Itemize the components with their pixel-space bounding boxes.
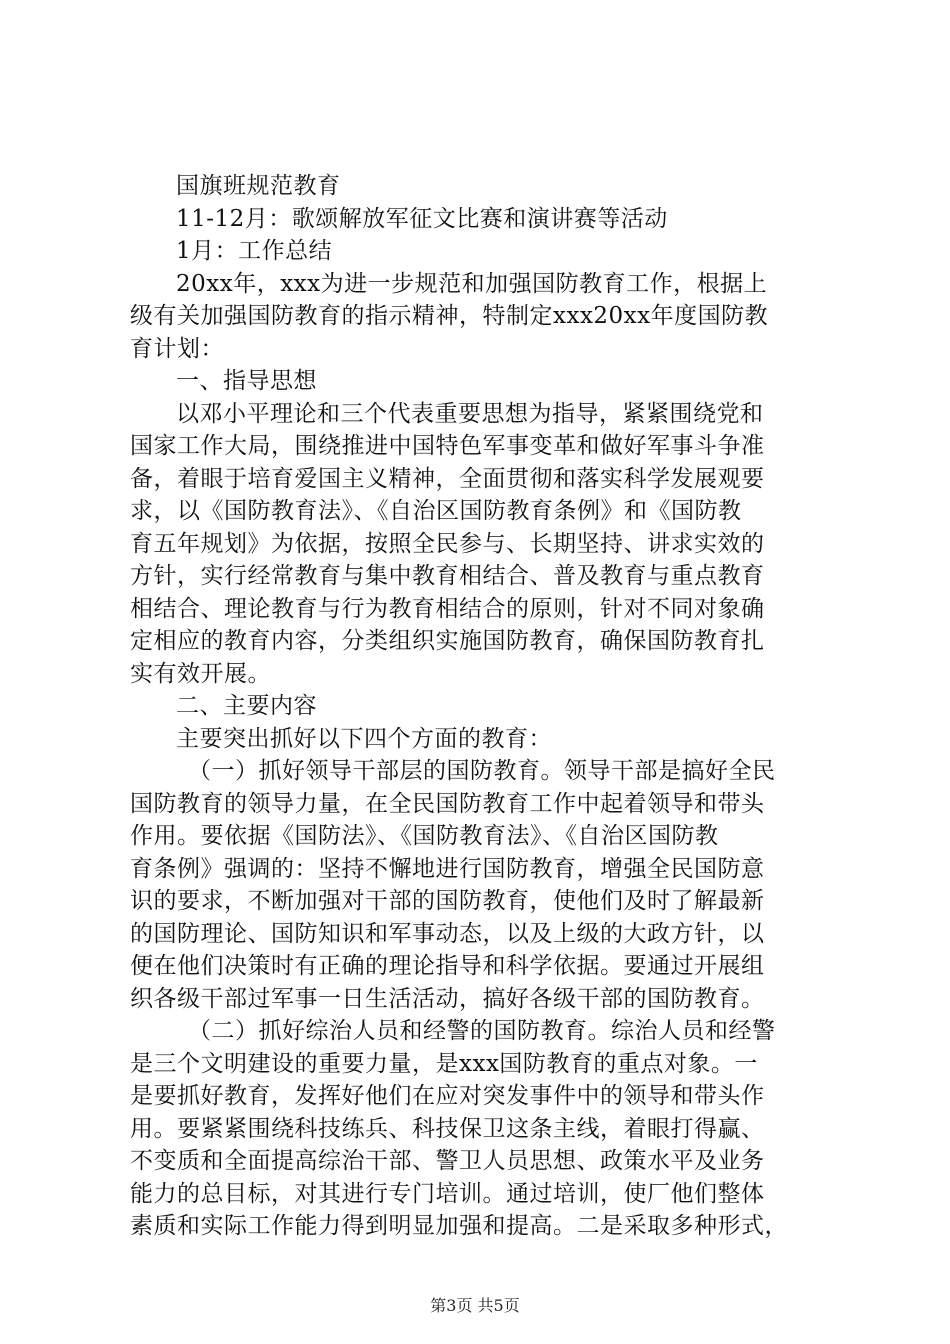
text-line: 能力的总目标，对其进行专门培训。通过培训，使厂他们整体 — [130, 1180, 765, 1207]
text-line: 方针，实行经常教育与集中教育相结合、普及教育与重点教育 — [130, 563, 765, 589]
section-heading: 一、指导思想 — [176, 368, 317, 394]
text-line: 育条例》强调的：坚持不懈地进行国防教育，增强全民国防意 — [130, 855, 765, 882]
section-heading: 二、主要内容 — [176, 693, 317, 719]
text-line: 素质和实际工作能力得到明显加强和提高。二是采取多种形式， — [130, 1213, 788, 1239]
text-line: （二）抓好综治人员和经警的国防教育。综治人员和经警 — [188, 1018, 776, 1044]
text-line: 作用。要依据《国防法》、《国防教育法》、《自治区国防教 — [130, 823, 719, 849]
text-line: 求，以《国防教育法》、《自治区国防教育条例》和《国防教 — [130, 498, 742, 524]
text-line: 育五年规划》为依据，按照全民参与、长期坚持、讲求实效的 — [130, 530, 765, 557]
text-line: 备，着眼于培育爱国主义精神，全面贯彻和落实科学发展观要 — [130, 465, 765, 492]
page-number-footer: 第3页 共5页 — [430, 1296, 520, 1315]
text-line: 实有效开展。 — [130, 660, 271, 687]
text-line: 用。要紧紧围绕科技练兵、科技保卫这条主线，着眼打得赢、 — [130, 1115, 765, 1142]
text-line: 定相应的教育内容，分类组织实施国防教育，确保国防教育扎 — [130, 628, 765, 654]
text-line: （一）抓好领导干部层的国防教育。领导干部是搞好全民 — [188, 758, 776, 784]
text-line: 织各级干部过军事一日生活活动，搞好各级干部的国防教育。 — [130, 985, 765, 1012]
text-line: 国旗班规范教育 — [176, 173, 341, 199]
text-line: 不变质和全面提高综治干部、警卫人员思想、政策水平及业务 — [130, 1148, 765, 1174]
text-line: 便在他们决策时有正确的理论指导和科学依据。要通过开展组 — [130, 953, 765, 979]
text-line: 育计划： — [130, 335, 224, 362]
text-line: 以邓小平理论和三个代表重要思想为指导，紧紧围绕党和 — [176, 400, 764, 427]
text-line: 的国防理论、国防知识和军事动态，以及上级的大政方针，以 — [130, 920, 765, 947]
text-line: 国防教育的领导力量，在全民国防教育工作中起着领导和带头 — [130, 790, 765, 817]
text-line: 是三个文明建设的重要力量，是xxx国防教育的重点对象。一 — [130, 1050, 758, 1077]
text-line: 1月：工作总结 — [176, 238, 333, 264]
text-line: 相结合、理论教育与行为教育相结合的原则，针对不同对象确 — [130, 595, 765, 622]
text-line: 20xx年，xxx为进一步规范和加强国防教育工作，根据上 — [176, 270, 768, 297]
text-line: 11-12月：歌颂解放军征文比赛和演讲赛等活动 — [176, 205, 668, 232]
text-line: 是要抓好教育，发挥好他们在应对突发事件中的领导和带头作 — [130, 1083, 765, 1109]
text-line: 级有关加强国防教育的指示精神，特制定xxx20xx年度国防教 — [130, 303, 769, 329]
document-body — [130, 170, 830, 1243]
text-line: 主要突出抓好以下四个方面的教育： — [176, 725, 552, 752]
text-line: 国家工作大局，围绕推进中国特色军事变革和做好军事斗争准 — [130, 433, 765, 459]
text-line: 识的要求，不断加强对干部的国防教育，使他们及时了解最新 — [130, 888, 765, 914]
